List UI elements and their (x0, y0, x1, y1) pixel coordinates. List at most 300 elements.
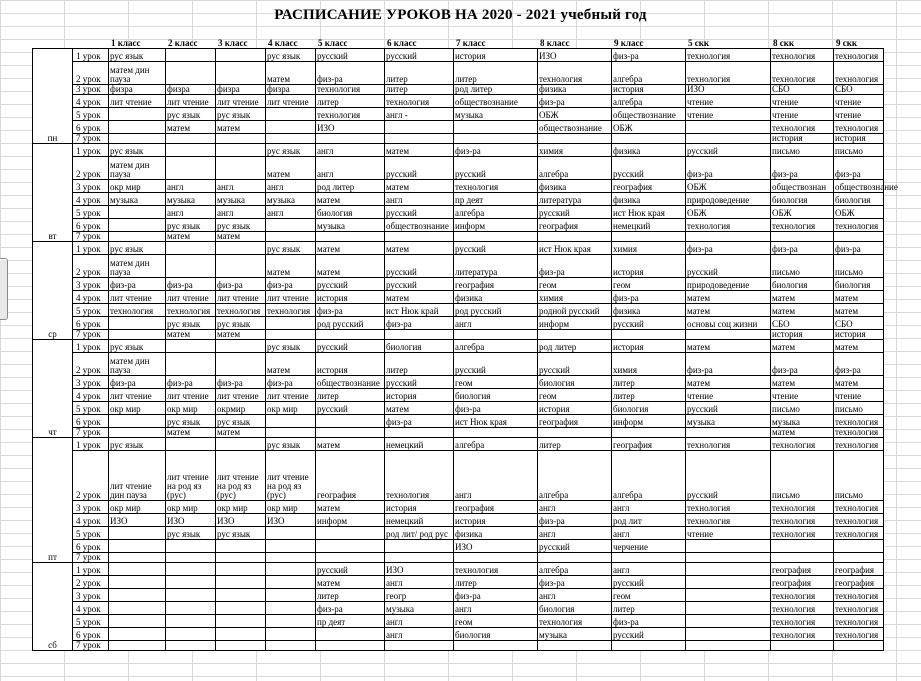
schedule-cell[interactable] (265, 588, 316, 602)
schedule-cell[interactable]: химия (611, 241, 686, 255)
schedule-cell[interactable]: ист Нюк край (384, 303, 454, 317)
schedule-cell[interactable]: география (770, 575, 834, 589)
schedule-cell[interactable] (833, 539, 884, 553)
schedule-cell[interactable]: литер (315, 94, 385, 108)
schedule-cell[interactable]: технология (833, 414, 884, 428)
schedule-cell[interactable] (165, 241, 216, 255)
schedule-cell[interactable]: музыка (537, 627, 612, 641)
schedule-cell[interactable] (165, 588, 216, 602)
schedule-cell[interactable] (108, 107, 166, 121)
schedule-cell[interactable]: рус язык (215, 526, 266, 540)
schedule-cell[interactable]: англ (315, 156, 385, 180)
schedule-cell[interactable]: история (315, 352, 385, 376)
schedule-cell[interactable]: рус язык (108, 241, 166, 255)
schedule-cell[interactable]: физика (537, 179, 612, 193)
schedule-cell[interactable] (108, 414, 166, 428)
schedule-cell[interactable]: биология (833, 277, 884, 291)
schedule-cell[interactable]: ИЗО (165, 513, 216, 527)
schedule-cell[interactable]: физ-ра (833, 241, 884, 255)
schedule-cell[interactable]: физ-ра (833, 352, 884, 376)
schedule-cell[interactable] (265, 107, 316, 121)
schedule-cell[interactable] (265, 120, 316, 134)
schedule-cell[interactable]: немецкий (611, 218, 686, 232)
schedule-cell[interactable] (685, 614, 771, 628)
schedule-cell[interactable]: технология (833, 120, 884, 134)
schedule-cell[interactable] (384, 640, 454, 651)
schedule-cell[interactable] (108, 218, 166, 232)
schedule-cell[interactable]: технология (770, 48, 834, 62)
schedule-cell[interactable] (165, 48, 216, 62)
schedule-cell[interactable]: род лит (611, 513, 686, 527)
schedule-cell[interactable]: химия (537, 290, 612, 304)
schedule-cell[interactable] (165, 156, 216, 180)
schedule-cell[interactable]: физра (108, 84, 166, 95)
schedule-cell[interactable]: род литер (453, 84, 538, 95)
schedule-cell[interactable]: ИЗО (384, 562, 454, 576)
schedule-cell[interactable]: история (833, 133, 884, 144)
schedule-cell[interactable]: алгебра (611, 450, 686, 501)
schedule-cell[interactable] (215, 601, 266, 615)
schedule-cell[interactable] (215, 48, 266, 62)
schedule-cell[interactable]: физ-ра (108, 277, 166, 291)
schedule-cell[interactable]: физ-ра (453, 588, 538, 602)
schedule-cell[interactable]: технология (384, 450, 454, 501)
schedule-cell[interactable] (215, 241, 266, 255)
schedule-cell[interactable]: литер (384, 84, 454, 95)
schedule-cell[interactable] (685, 640, 771, 651)
schedule-cell[interactable]: ИЗО (215, 513, 266, 527)
schedule-cell[interactable]: технология (833, 48, 884, 62)
schedule-cell[interactable]: рус язык (265, 48, 316, 62)
schedule-cell[interactable]: лит чтение (108, 94, 166, 108)
schedule-cell[interactable]: лит чтение (165, 94, 216, 108)
schedule-cell[interactable]: лит чтение на род яз (рус) (265, 450, 316, 501)
schedule-cell[interactable]: СБО (770, 316, 834, 330)
schedule-cell[interactable] (108, 601, 166, 615)
schedule-cell[interactable]: матем (833, 303, 884, 317)
schedule-cell[interactable]: матем (685, 290, 771, 304)
schedule-cell[interactable]: матем (770, 339, 834, 353)
schedule-cell[interactable]: география (453, 500, 538, 514)
schedule-cell[interactable]: история (833, 329, 884, 340)
schedule-cell[interactable]: СБО (770, 84, 834, 95)
schedule-cell[interactable]: рус язык (108, 437, 166, 451)
schedule-cell[interactable]: физ-ра (265, 375, 316, 389)
schedule-cell[interactable] (384, 539, 454, 553)
schedule-cell[interactable]: англ (215, 205, 266, 219)
schedule-cell[interactable]: русский (685, 401, 771, 415)
schedule-cell[interactable]: технология (453, 179, 538, 193)
schedule-cell[interactable]: технология (165, 303, 216, 317)
schedule-cell[interactable]: алгебра (537, 450, 612, 501)
schedule-cell[interactable]: рус язык (165, 107, 216, 121)
schedule-cell[interactable]: информ (315, 513, 385, 527)
schedule-cell[interactable] (165, 61, 216, 85)
schedule-cell[interactable]: окр мир (215, 500, 266, 514)
schedule-cell[interactable]: окрмир (215, 401, 266, 415)
schedule-cell[interactable]: СБО (833, 84, 884, 95)
schedule-cell[interactable] (215, 352, 266, 376)
schedule-cell[interactable]: обществознание (384, 218, 454, 232)
schedule-cell[interactable] (215, 339, 266, 353)
schedule-cell[interactable]: физ-ра (833, 156, 884, 180)
schedule-cell[interactable]: рус язык (215, 107, 266, 121)
schedule-cell[interactable]: география (833, 575, 884, 589)
schedule-cell[interactable]: рус язык (165, 414, 216, 428)
schedule-cell[interactable]: литер (315, 588, 385, 602)
schedule-cell[interactable]: русский (315, 48, 385, 62)
schedule-cell[interactable]: чтение (833, 107, 884, 121)
schedule-cell[interactable]: физ-ра (770, 156, 834, 180)
schedule-cell[interactable]: матем (315, 241, 385, 255)
schedule-cell[interactable]: ИЗО (453, 539, 538, 553)
schedule-cell[interactable]: матем (685, 375, 771, 389)
schedule-cell[interactable]: технология (265, 303, 316, 317)
schedule-cell[interactable] (215, 627, 266, 641)
schedule-cell[interactable]: физика (453, 526, 538, 540)
schedule-cell[interactable]: чтение (833, 388, 884, 402)
schedule-cell[interactable]: русский (611, 156, 686, 180)
schedule-cell[interactable]: физ-ра (265, 277, 316, 291)
schedule-cell[interactable] (685, 601, 771, 615)
schedule-cell[interactable]: лит чтение на род яз (рус) (215, 450, 266, 501)
schedule-cell[interactable]: физика (611, 192, 686, 206)
schedule-cell[interactable]: физика (453, 290, 538, 304)
schedule-cell[interactable]: технология (770, 500, 834, 514)
schedule-cell[interactable]: англ (453, 450, 538, 501)
schedule-cell[interactable]: лит чтение дин пауза (108, 450, 166, 501)
schedule-cell[interactable]: география (453, 277, 538, 291)
schedule-cell[interactable]: технология (833, 614, 884, 628)
schedule-cell[interactable]: матем (770, 375, 834, 389)
schedule-cell[interactable]: алгебра (453, 205, 538, 219)
schedule-cell[interactable]: род литер (315, 179, 385, 193)
schedule-cell[interactable]: матем (315, 575, 385, 589)
schedule-cell[interactable]: биология (453, 388, 538, 402)
schedule-cell[interactable]: история (611, 254, 686, 278)
schedule-cell[interactable]: англ (537, 526, 612, 540)
schedule-cell[interactable]: физ-ра (537, 94, 612, 108)
schedule-cell[interactable] (685, 539, 771, 553)
schedule-cell[interactable]: письмо (770, 254, 834, 278)
schedule-cell[interactable]: ИЗО (265, 513, 316, 527)
schedule-cell[interactable]: технология (833, 601, 884, 615)
schedule-cell[interactable]: технология (770, 627, 834, 641)
schedule-cell[interactable]: технология (770, 61, 834, 85)
schedule-cell[interactable]: англ (165, 179, 216, 193)
schedule-cell[interactable]: рус язык (265, 339, 316, 353)
schedule-cell[interactable]: ОБЖ (685, 205, 771, 219)
schedule-cell[interactable] (165, 601, 216, 615)
schedule-cell[interactable]: литер (453, 575, 538, 589)
schedule-cell[interactable]: география (537, 414, 612, 428)
schedule-cell[interactable]: англ (611, 562, 686, 576)
schedule-cell[interactable]: технология (215, 303, 266, 317)
schedule-cell[interactable]: природоведение (685, 192, 771, 206)
schedule-cell[interactable] (215, 588, 266, 602)
schedule-cell[interactable]: матем (685, 339, 771, 353)
schedule-cell[interactable]: физ-ра (685, 241, 771, 255)
schedule-cell[interactable]: информ (611, 414, 686, 428)
schedule-cell[interactable]: ист Нюк края (537, 241, 612, 255)
schedule-cell[interactable]: история (537, 401, 612, 415)
schedule-cell[interactable]: биология (833, 192, 884, 206)
schedule-cell[interactable]: технология (833, 427, 884, 438)
schedule-cell[interactable]: русский (384, 277, 454, 291)
schedule-cell[interactable] (165, 352, 216, 376)
schedule-cell[interactable] (108, 614, 166, 628)
schedule-cell[interactable]: история (384, 500, 454, 514)
schedule-cell[interactable] (384, 120, 454, 134)
schedule-cell[interactable]: русский (384, 156, 454, 180)
schedule-cell[interactable] (108, 640, 166, 651)
schedule-cell[interactable]: география (315, 450, 385, 501)
schedule-cell[interactable]: физика (611, 143, 686, 157)
schedule-cell[interactable]: биология (384, 339, 454, 353)
schedule-cell[interactable]: пр деят (453, 192, 538, 206)
schedule-cell[interactable]: алгебра (453, 339, 538, 353)
schedule-cell[interactable]: чтение (770, 388, 834, 402)
schedule-cell[interactable]: немецкий (384, 513, 454, 527)
schedule-cell[interactable]: физ-ра (611, 48, 686, 62)
schedule-cell[interactable] (165, 575, 216, 589)
schedule-cell[interactable]: физ-ра (165, 277, 216, 291)
schedule-cell[interactable]: русский (315, 562, 385, 576)
schedule-cell[interactable]: физ-ра (165, 375, 216, 389)
schedule-cell[interactable]: русский (685, 143, 771, 157)
schedule-cell[interactable]: технология (685, 61, 771, 85)
schedule-cell[interactable] (265, 627, 316, 641)
schedule-cell[interactable]: русский (384, 48, 454, 62)
schedule-cell[interactable]: лит чтение (265, 388, 316, 402)
schedule-cell[interactable]: технология (315, 107, 385, 121)
schedule-cell[interactable]: биология (315, 205, 385, 219)
schedule-cell[interactable]: технология (537, 614, 612, 628)
schedule-cell[interactable] (685, 562, 771, 576)
schedule-cell[interactable]: матем (315, 500, 385, 514)
schedule-cell[interactable]: алгебра (537, 562, 612, 576)
schedule-cell[interactable]: чтение (685, 526, 771, 540)
schedule-cell[interactable] (265, 539, 316, 553)
schedule-cell[interactable]: ОБЖ (537, 107, 612, 121)
schedule-cell[interactable]: география (611, 179, 686, 193)
schedule-cell[interactable]: письмо (833, 401, 884, 415)
schedule-cell[interactable]: род литер (537, 339, 612, 353)
schedule-cell[interactable]: рус язык (215, 414, 266, 428)
schedule-cell[interactable]: письмо (833, 450, 884, 501)
schedule-cell[interactable]: матем (833, 375, 884, 389)
schedule-cell[interactable] (685, 627, 771, 641)
schedule-cell[interactable]: лит чтение на род яз (рус) (165, 450, 216, 501)
schedule-cell[interactable]: русский (611, 316, 686, 330)
schedule-cell[interactable]: физ-ра (770, 241, 834, 255)
schedule-cell[interactable]: технология (833, 437, 884, 451)
schedule-cell[interactable]: рус язык (108, 143, 166, 157)
schedule-cell[interactable] (215, 156, 266, 180)
schedule-cell[interactable] (453, 120, 538, 134)
schedule-cell[interactable]: обществознание (833, 179, 884, 193)
schedule-cell[interactable]: окр мир (165, 401, 216, 415)
schedule-cell[interactable]: матем (833, 290, 884, 304)
schedule-cell[interactable]: музыка (165, 192, 216, 206)
schedule-cell[interactable]: физ-ра (611, 614, 686, 628)
schedule-cell[interactable] (265, 614, 316, 628)
schedule-cell[interactable]: англ (265, 205, 316, 219)
schedule-cell[interactable]: матем (315, 254, 385, 278)
schedule-cell[interactable] (265, 526, 316, 540)
schedule-cell[interactable] (265, 575, 316, 589)
schedule-cell[interactable]: музыка (384, 601, 454, 615)
schedule-cell[interactable]: матем (833, 339, 884, 353)
schedule-cell[interactable]: физра (165, 84, 216, 95)
schedule-cell[interactable]: технология (685, 500, 771, 514)
schedule-cell[interactable] (215, 614, 266, 628)
schedule-cell[interactable]: физ-ра (685, 352, 771, 376)
schedule-cell[interactable]: физ-ра (537, 513, 612, 527)
schedule-cell[interactable]: русский (537, 539, 612, 553)
schedule-cell[interactable]: окр мир (265, 401, 316, 415)
schedule-cell[interactable]: алгебра (453, 437, 538, 451)
schedule-cell[interactable]: матем (384, 179, 454, 193)
schedule-cell[interactable] (315, 414, 385, 428)
schedule-cell[interactable]: чтение (685, 94, 771, 108)
schedule-cell[interactable]: ИЗО (537, 48, 612, 62)
schedule-cell[interactable] (215, 640, 266, 651)
schedule-cell[interactable]: письмо (833, 254, 884, 278)
schedule-cell[interactable]: технология (315, 84, 385, 95)
schedule-cell[interactable]: физ-ра (108, 375, 166, 389)
schedule-cell[interactable]: геом (453, 375, 538, 389)
schedule-cell[interactable]: алгебра (537, 156, 612, 180)
schedule-cell[interactable] (215, 143, 266, 157)
schedule-cell[interactable]: основы соц жизни (685, 316, 771, 330)
schedule-cell[interactable] (453, 640, 538, 651)
schedule-cell[interactable]: рус язык (265, 437, 316, 451)
schedule-cell[interactable]: русский (537, 205, 612, 219)
schedule-cell[interactable]: матем (685, 303, 771, 317)
schedule-cell[interactable]: история (453, 513, 538, 527)
schedule-cell[interactable] (165, 614, 216, 628)
schedule-cell[interactable]: род русский (315, 316, 385, 330)
schedule-cell[interactable]: рус язык (265, 143, 316, 157)
schedule-cell[interactable]: физра (265, 84, 316, 95)
schedule-cell[interactable] (315, 627, 385, 641)
schedule-cell[interactable] (611, 640, 686, 651)
schedule-cell[interactable]: технология (685, 513, 771, 527)
schedule-cell[interactable]: англ (265, 179, 316, 193)
schedule-cell[interactable]: ОБЖ (611, 120, 686, 134)
schedule-cell[interactable]: литература (453, 254, 538, 278)
schedule-cell[interactable]: письмо (833, 143, 884, 157)
schedule-cell[interactable]: биология (537, 375, 612, 389)
schedule-cell[interactable]: история (611, 339, 686, 353)
schedule-cell[interactable] (165, 640, 216, 651)
schedule-cell[interactable] (215, 437, 266, 451)
schedule-cell[interactable]: рус язык (108, 339, 166, 353)
schedule-cell[interactable] (315, 526, 385, 540)
schedule-cell[interactable]: геом (453, 614, 538, 628)
schedule-cell[interactable]: окр мир (108, 179, 166, 193)
schedule-cell[interactable]: матем (265, 156, 316, 180)
schedule-cell[interactable]: физ-ра (537, 254, 612, 278)
schedule-cell[interactable]: информ (453, 218, 538, 232)
schedule-cell[interactable]: физ-ра (384, 414, 454, 428)
schedule-cell[interactable]: лит чтение (215, 94, 266, 108)
schedule-cell[interactable] (108, 526, 166, 540)
schedule-cell[interactable]: лит чтение (265, 94, 316, 108)
schedule-cell[interactable]: матем (215, 231, 266, 242)
schedule-cell[interactable]: лит чтение (108, 290, 166, 304)
schedule-cell[interactable]: ИЗО (685, 84, 771, 95)
schedule-cell[interactable]: англ (384, 614, 454, 628)
schedule-cell[interactable]: матем (770, 303, 834, 317)
schedule-cell[interactable] (685, 588, 771, 602)
schedule-cell[interactable]: матем (165, 120, 216, 134)
schedule-cell[interactable]: технология (770, 526, 834, 540)
schedule-cell[interactable]: родной русский (537, 303, 612, 317)
schedule-cell[interactable]: матем (165, 231, 216, 242)
schedule-cell[interactable]: матем (384, 241, 454, 255)
schedule-cell[interactable]: англ (215, 179, 266, 193)
schedule-cell[interactable]: окр мир (108, 500, 166, 514)
schedule-cell[interactable] (165, 627, 216, 641)
schedule-cell[interactable]: география (833, 562, 884, 576)
schedule-cell[interactable]: технология (453, 562, 538, 576)
schedule-cell[interactable]: технология (537, 61, 612, 85)
schedule-cell[interactable]: письмо (770, 143, 834, 157)
schedule-cell[interactable]: обществознание (611, 107, 686, 121)
schedule-cell[interactable]: литер (453, 61, 538, 85)
schedule-cell[interactable]: русский (453, 352, 538, 376)
schedule-cell[interactable]: англ (384, 192, 454, 206)
schedule-cell[interactable] (215, 254, 266, 278)
schedule-cell[interactable]: география (611, 437, 686, 451)
schedule-cell[interactable]: матем (215, 120, 266, 134)
schedule-cell[interactable]: англ (384, 575, 454, 589)
schedule-cell[interactable] (108, 627, 166, 641)
schedule-cell[interactable]: история (384, 388, 454, 402)
schedule-cell[interactable]: ОБЖ (833, 205, 884, 219)
schedule-cell[interactable]: музыка (108, 192, 166, 206)
schedule-cell[interactable]: матем (770, 290, 834, 304)
schedule-cell[interactable]: лит чтение (215, 290, 266, 304)
schedule-cell[interactable] (165, 562, 216, 576)
schedule-cell[interactable]: англ - (384, 107, 454, 121)
schedule-cell[interactable]: матем дин пауза (108, 254, 166, 278)
schedule-cell[interactable]: химия (611, 352, 686, 376)
schedule-cell[interactable]: матем (770, 427, 834, 438)
schedule-cell[interactable] (265, 218, 316, 232)
schedule-cell[interactable]: музыка (265, 192, 316, 206)
schedule-cell[interactable]: технология (685, 48, 771, 62)
schedule-cell[interactable]: русский (384, 254, 454, 278)
schedule-cell[interactable]: матем (165, 427, 216, 438)
schedule-cell[interactable]: русский (611, 575, 686, 589)
schedule-cell[interactable]: русский (315, 277, 385, 291)
schedule-cell[interactable]: физ-ра (315, 61, 385, 85)
schedule-cell[interactable]: рус язык (165, 526, 216, 540)
schedule-cell[interactable]: письмо (770, 401, 834, 415)
schedule-cell[interactable]: география (537, 218, 612, 232)
schedule-cell[interactable] (685, 120, 771, 134)
schedule-cell[interactable]: физ-ра (685, 156, 771, 180)
schedule-cell[interactable]: технология (685, 437, 771, 451)
schedule-cell[interactable]: матем (265, 352, 316, 376)
schedule-cell[interactable]: матем (384, 290, 454, 304)
schedule-cell[interactable] (165, 254, 216, 278)
schedule-cell[interactable] (108, 205, 166, 219)
schedule-cell[interactable]: матем дин пауза (108, 61, 166, 85)
